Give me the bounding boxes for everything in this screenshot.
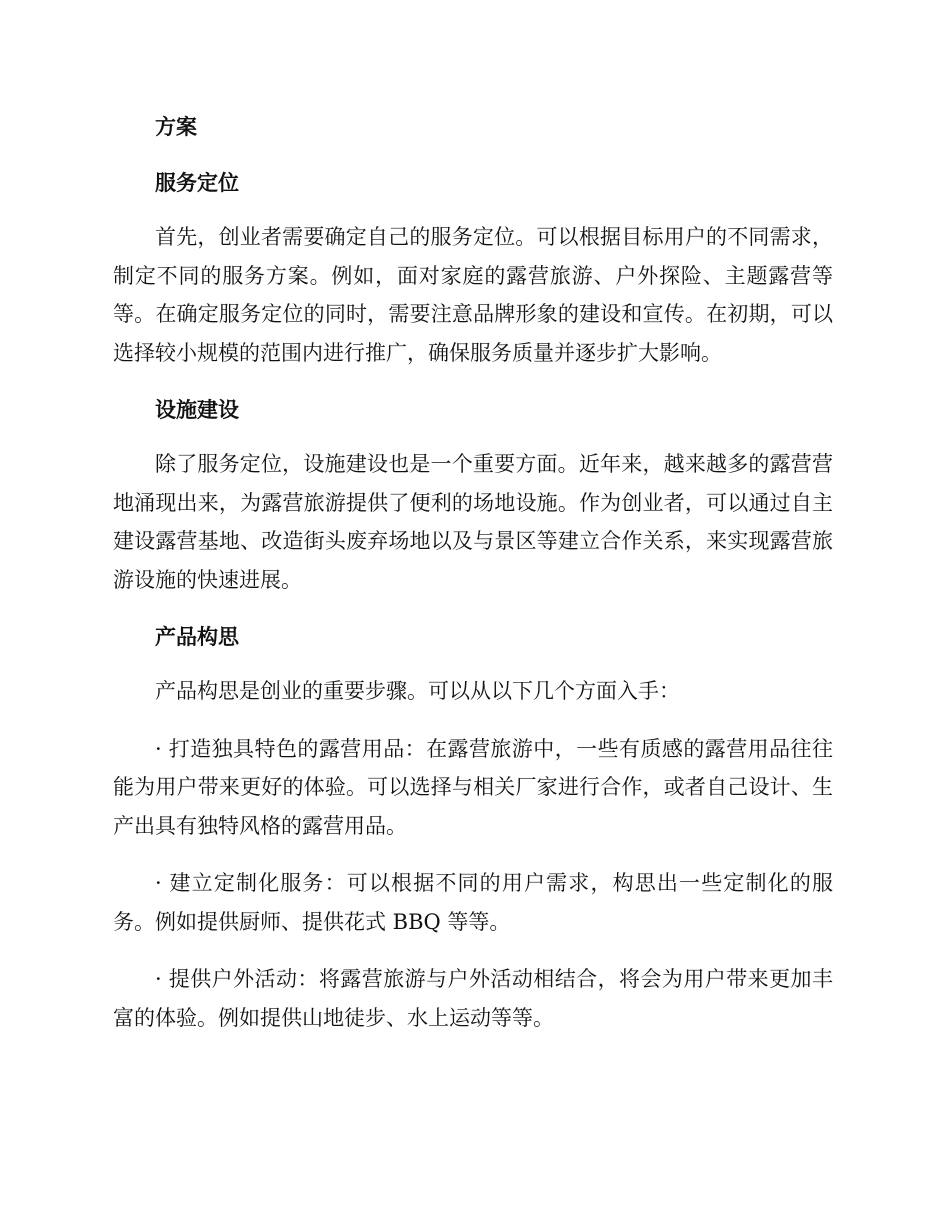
bullet-item: · 建立定制化服务：可以根据不同的用户需求，构思出一些定制化的服务。例如提供厨师、提供花式 BBQ 等等。 xyxy=(113,871,833,934)
document-title: 方案 xyxy=(155,115,197,139)
paragraph: 首先，创业者需要确定自己的服务定位。可以根据目标用户的不同需求，制定不同的服务方案。例如，面对家庭的露营旅游、户外探险、主题露营等等。在确定服务定位的同时，需要注意品牌形象的建设和宣传。在初期，可以选择较小规模的范围内进行推广，确保服务质量并逐步扩大影响。 xyxy=(113,225,833,365)
bullet-item: · 打造独具特色的露营用品：在露营旅游中，一些有质感的露营用品往往能为用户带来更好的体验。可以选择与相关厂家进行合作，或者自己设计、生产出具有独特风格的露营用品。 xyxy=(113,736,833,838)
document-body xyxy=(113,108,833,1037)
section-heading-service-positioning: 服务定位 xyxy=(155,171,239,195)
bullet-item: · 提供户外活动：将露营旅游与户外活动相结合，将会为用户带来更加丰富的体验。例如提供山地徒步、水上运动等等。 xyxy=(113,967,833,1030)
section-heading-product-concept: 产品构思 xyxy=(155,625,239,649)
paragraph: 除了服务定位，设施建设也是一个重要方面。近年来，越来越多的露营营地涌现出来，为露营旅游提供了便利的场地设施。作为创业者，可以通过自主建设露营基地、改造街头废弃场地以及与景区等建立合作关系，来实现露营旅游设施的快速进展。 xyxy=(113,452,833,592)
section-heading-facility-construction: 设施建设 xyxy=(155,398,239,422)
paragraph: 产品构思是创业的重要步骤。可以从以下几个方面入手： xyxy=(155,679,680,703)
